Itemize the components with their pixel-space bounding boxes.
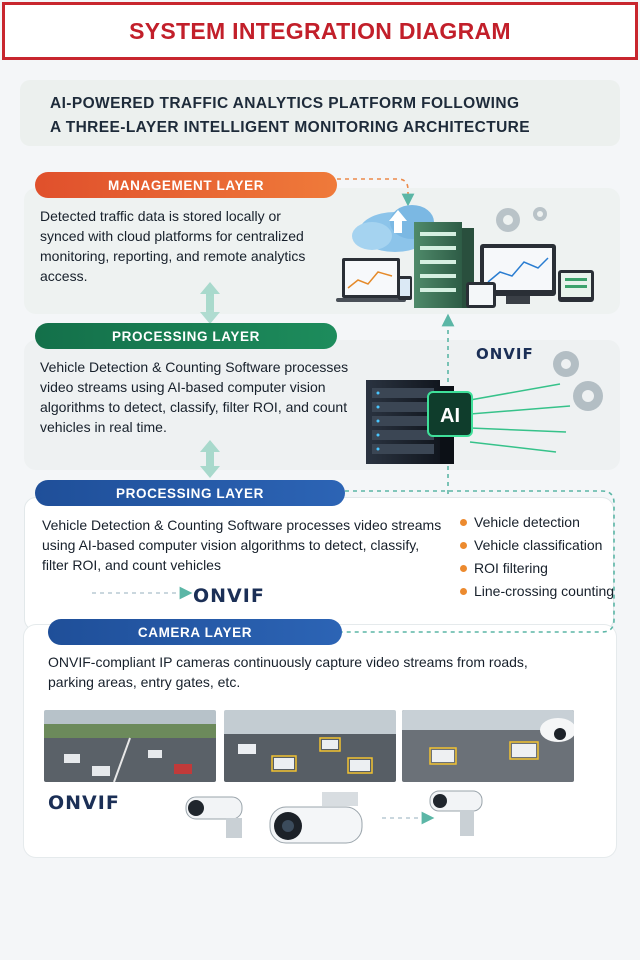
gear-icon bbox=[553, 351, 603, 411]
processing-layer-label: PROCESSING LAYER bbox=[35, 480, 345, 506]
intro-line-2: A THREE-LAYER INTELLIGENT MONITORING ARCHITECTURE bbox=[50, 119, 531, 136]
management-description: Detected traffic data is stored locally or synced with cloud platforms for centralized monitoring, reporting, and remote analytics access. bbox=[40, 208, 306, 284]
phone-icon bbox=[398, 276, 412, 300]
up-down-arrow-icon bbox=[200, 282, 220, 324]
ip-camera-icon bbox=[430, 791, 482, 836]
onvif-logo: ONVIF bbox=[193, 585, 265, 607]
feature-item: Vehicle detection bbox=[460, 511, 614, 534]
tablet-icon bbox=[466, 282, 496, 308]
ip-camera-icon bbox=[186, 797, 242, 838]
onvif-logo: ONVIF bbox=[48, 792, 120, 814]
processing-description: Vehicle Detection & Counting Software processes video streams using AI-based computer vision algorithms to detect, classify, filter ROI, and count vehicles bbox=[42, 517, 442, 573]
up-down-arrow-icon bbox=[200, 440, 220, 478]
feature-item: Line-crossing counting bbox=[460, 580, 614, 603]
gear-icon bbox=[496, 207, 547, 232]
page-title: SYSTEM INTEGRATION DIAGRAM bbox=[129, 17, 511, 44]
traffic-photo-highway bbox=[44, 710, 216, 782]
camera-layer-label: CAMERA LAYER bbox=[48, 619, 342, 645]
processing-ai-layer-label: PROCESSING LAYER bbox=[35, 323, 337, 349]
traffic-photo-intersection bbox=[402, 710, 574, 782]
monitor-icon bbox=[558, 270, 594, 302]
server-icon bbox=[414, 222, 474, 308]
intro-line-1: AI-POWERED TRAFFIC ANALYTICS PLATFORM FOLLOWING bbox=[50, 95, 520, 112]
processing-ai-description: Vehicle Detection & Counting Software processes video streams using AI-based computer vision algorithms to detect, classify, filter ROI, and count vehicles in real time. bbox=[40, 359, 349, 435]
laptop-icon bbox=[336, 258, 406, 302]
feature-item: Vehicle classification bbox=[460, 534, 614, 557]
management-layer-label: MANAGEMENT LAYER bbox=[35, 172, 337, 198]
feature-item: ROI filtering bbox=[460, 557, 614, 580]
onvif-logo: ONVIF bbox=[476, 345, 534, 363]
ip-camera-icon bbox=[270, 792, 362, 843]
ai-chip-label: AI bbox=[440, 405, 460, 427]
traffic-photo-detection bbox=[224, 710, 396, 782]
processing-feature-list bbox=[460, 511, 614, 603]
camera-description: ONVIF-compliant IP cameras continuously capture video streams from roads, parking areas, entry gates, etc. bbox=[48, 654, 528, 690]
